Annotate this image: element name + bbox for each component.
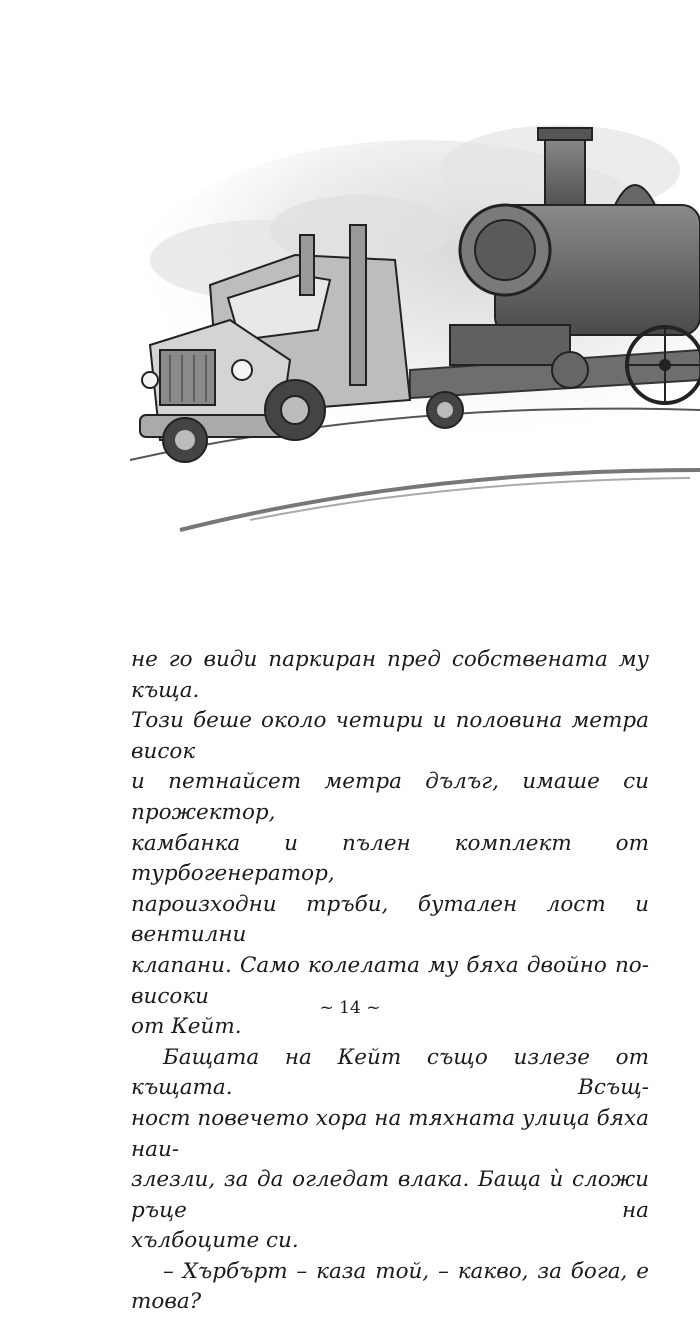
truck-and-locomotive-illustration (0, 0, 700, 560)
text-line: ност повечето хора на тяхната улица бяха наи- (131, 1105, 649, 1162)
text-line: от Кейт. (131, 1014, 242, 1040)
text-line: злезли, за да огледат влака. Баща ѝ сложи ръце на (131, 1167, 649, 1223)
text-line: хълбоците си. (131, 1228, 299, 1254)
text-line: не го види паркиран пред собствената му къща. (131, 647, 649, 703)
text-line: и петнайсет метра дълъг, имаше си прожектор, (131, 769, 649, 825)
page-number: ~ 14 ~ (319, 998, 381, 1018)
body-text (131, 645, 649, 1318)
text-line: клапани. Само колелата му бяха двойно по-високи (131, 952, 649, 1009)
text-line: – Хърбърт – каза той, – какво, за бога, е това? (131, 1258, 649, 1315)
text-line: Този беше около четири и половина метра висок (131, 708, 649, 764)
text-line: пароизходни тръби, бутален лост и вентилни (131, 891, 649, 948)
text-line: Бащата на Кейт също излезе от къщата. Всъщ- (131, 1044, 649, 1101)
text-line: камбанка и пълен комплект от турбогенератор, (131, 830, 649, 887)
